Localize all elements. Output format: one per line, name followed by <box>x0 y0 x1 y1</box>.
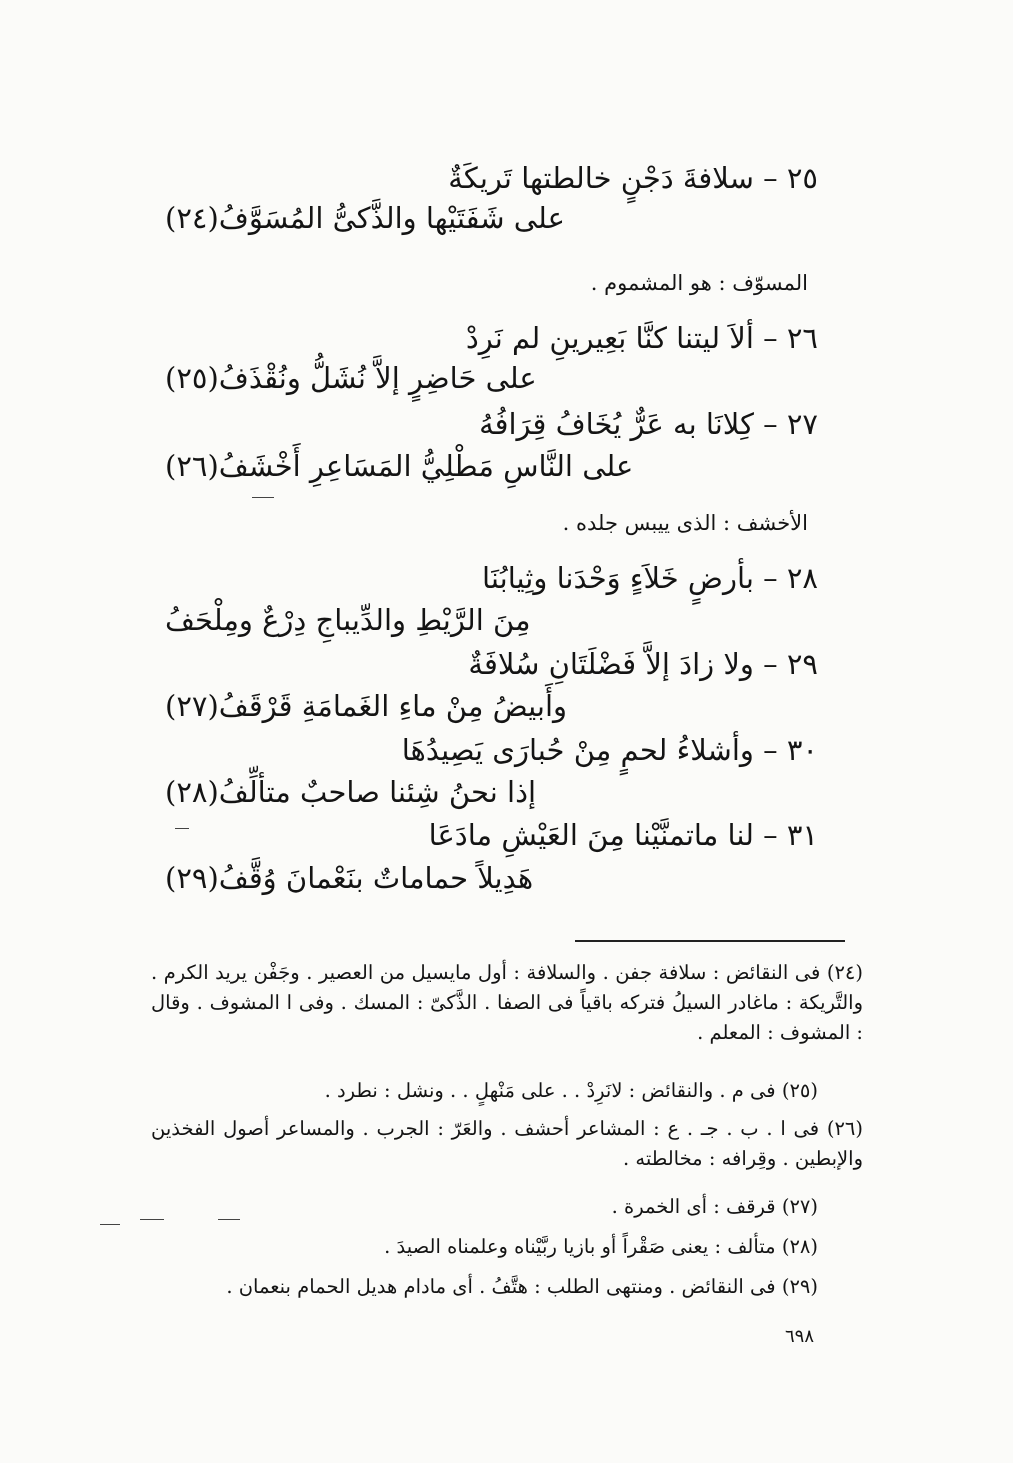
verse-25-second-hemistich: على شَفَتَيْها والذَّكىُّ المُسَوَّفُ(٢٤) <box>165 201 565 235</box>
print-speck <box>218 1219 240 1220</box>
footnote-27: (٢٧) قرقف : أى الخمرة . <box>611 1195 818 1218</box>
verse-27-second-hemistich: على النَّاسِ مَطْلِيُّ المَسَاعِرِ أَخْشَفُ(٢٦) <box>165 449 634 483</box>
verse-30-first-hemistich: ٣٠ – وأشلاءُ لحمٍ مِنْ حُبارَى يَصِيدُهَا <box>401 733 818 767</box>
verse-28-first-hemistich: ٢٨ – بأرضٍ خَلاَءٍ وَحْدَنا وثِيابُنَا <box>482 561 818 595</box>
verse-26-first-hemistich: ٢٦ – ألاَ ليتنا كنَّا بَعِيرينِ لم نَرِدْ <box>465 321 818 355</box>
footnote-25: (٢٥) فى م . والنقائض : لانَرِدْ . . على مَنْهلٍ . . ونشل : نطرد . <box>324 1079 818 1102</box>
verse-31-first-hemistich: ٣١ – لنا ماتمنَّيْنا مِنَ العَيْشِ مادَعَا <box>428 818 818 852</box>
gloss-musawwaf: المسوّف : هو المشموم . <box>590 271 808 295</box>
verse-31-second-hemistich: هَدِيلاً حماماتٌ بنَعْمانَ وُقَّفُ(٢٩) <box>165 861 534 895</box>
print-speck <box>100 1224 120 1225</box>
print-speck <box>140 1219 164 1220</box>
footnote-28: (٢٨) متألف : يعنى صَقْراً أو بازيا ربَّيْناه وعلمناه الصيدَ . <box>384 1235 818 1258</box>
footnote-24: (٢٤) فى النقائض : سلافة جفن . والسلافة : أول مايسيل من العصير . وجَفْن يريد الكرم . والتَّريكة : ماغادر السيلُ فتركه باقياً فى الصفا . الذَّكىّ : المسك . وفى ا المشوف . وقال : المشوف : المعلم . <box>151 961 863 1044</box>
verse-26-second-hemistich: على حَاضِرٍ إلاَّ نُشَلُّ ونُقْذَفُ(٢٥) <box>165 361 537 395</box>
print-speck <box>175 828 189 829</box>
verse-27-first-hemistich: ٢٧ – كِلانَا به عَرٌّ يُخَافُ قِرَافُهُ <box>479 407 818 441</box>
page-number: ٦٩٨ <box>785 1326 815 1347</box>
footnote-26: (٢٦) فى ا . ب . جـ . ع : المشاعر أحشف . والعَرّ : الجرب . والمساعر أصول الفخذين والإبطين . وقِرافه : مخالطته . <box>151 1117 863 1170</box>
verse-28-second-hemistich: مِنَ الرَّيْطِ والدِّيباجِ دِرْعٌ ومِلْحَفُ <box>165 603 531 637</box>
print-speck <box>252 497 274 498</box>
gloss-akhshaf: الأخشف : الذى ييبس جلده . <box>562 511 808 535</box>
footnote-separator <box>575 940 845 942</box>
footnote-29: (٢٩) فى النقائض . ومنتهى الطلب : هتَّفُ . أى مادام هديل الحمام بنعمان . <box>226 1275 818 1298</box>
verse-29-first-hemistich: ٢٩ – ولا زادَ إلاَّ فَضْلَتَانِ سُلافَةٌ <box>468 647 818 681</box>
verse-25-first-hemistich: ٢٥ – سلافةَ دَجْنٍ خالطتها تَريكَةٌ <box>448 161 818 195</box>
verse-30-second-hemistich: إذا نحنُ شِئنا صاحبٌ متألِّفُ(٢٨) <box>165 775 537 809</box>
verse-29-second-hemistich: وأَبيضُ مِنْ ماءِ الغَمامَةِ قَرْقَفُ(٢٧) <box>165 689 568 723</box>
